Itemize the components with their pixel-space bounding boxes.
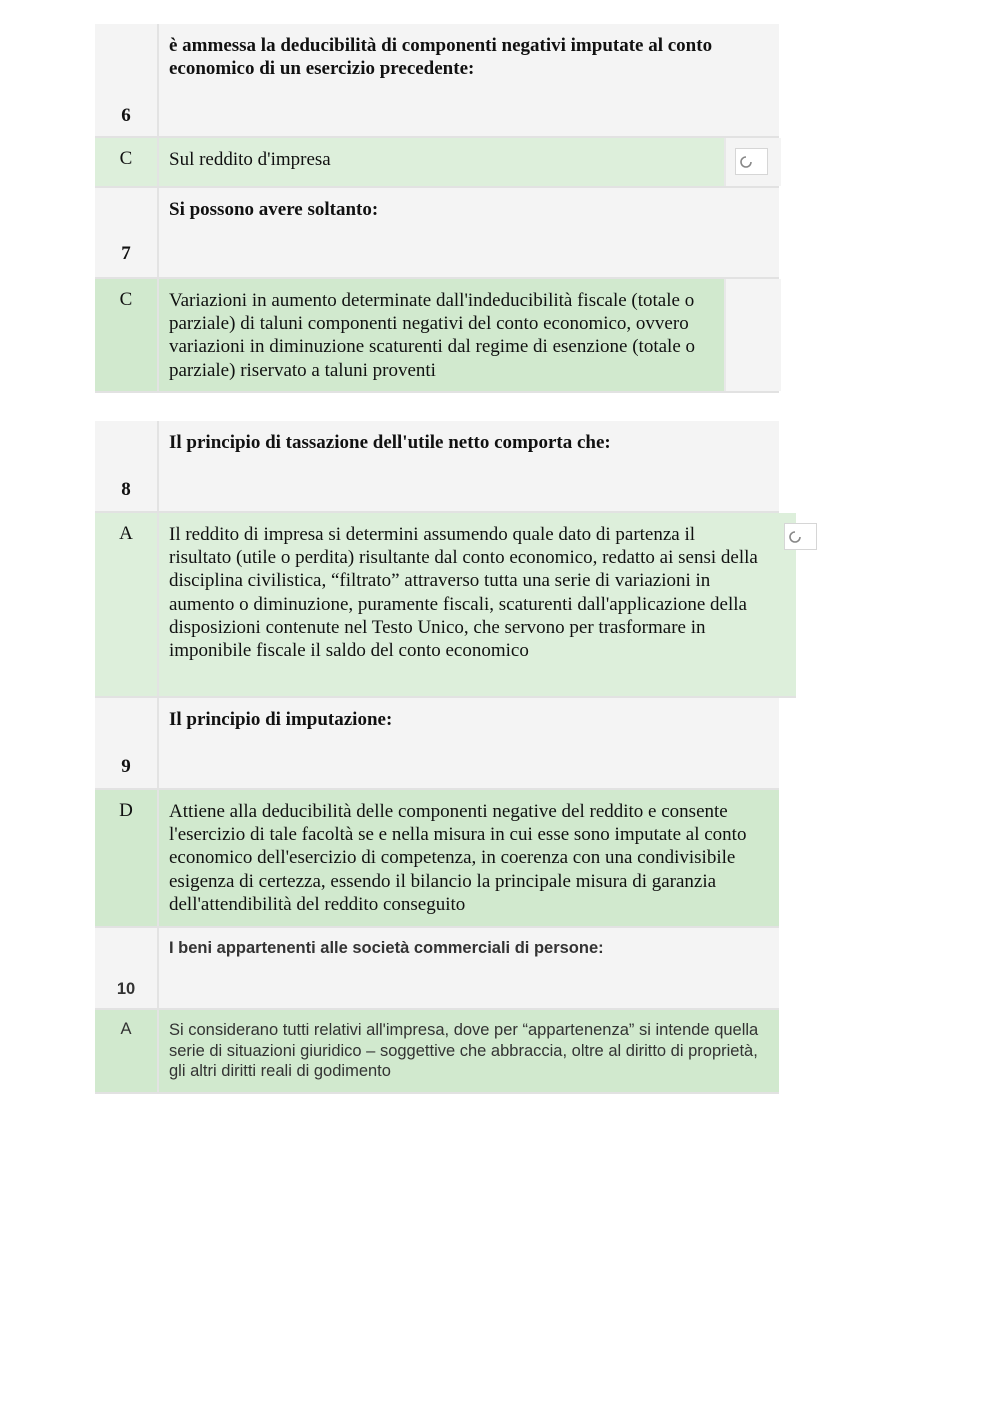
question-number-cell <box>95 421 159 511</box>
radio-loading-icon <box>788 530 802 544</box>
question-row-7 <box>95 188 779 279</box>
question-number-cell <box>95 24 159 136</box>
answer-text: Sul reddito d'impresa <box>169 149 331 170</box>
blank-cell <box>724 279 781 391</box>
question-text: Si possono avere soltanto: <box>169 199 379 220</box>
answer-row-8 <box>95 513 796 698</box>
answer-text: Il reddito di impresa si determini assumendo quale dato di partenza il risultato (utile o perdita) risultante dal conto economico, redatto ai sensi della disciplina civilistica, “filtrato” attraverso tutta una serie di variazioni in aumento o diminuzione, puramente fiscali, scaturenti dall'applicazione della disposizioni contenute nel Testo Unico, che servono per trasformare in imponibile fiscale il saldo del conto economico <box>169 524 758 662</box>
question-block-1 <box>95 24 779 393</box>
answer-row-7 <box>95 279 779 393</box>
question-number: 6 <box>121 105 131 126</box>
question-row-10 <box>95 928 779 1010</box>
radio-cell <box>724 138 781 186</box>
radio-loading-icon <box>739 155 753 169</box>
question-number: 9 <box>121 756 131 777</box>
answer-row-6 <box>95 138 779 188</box>
answer-letter: C <box>119 148 133 169</box>
answer-text: Si considerano tutti relativi all'impresa, dove per “appartenenza” si intende quella serie di situazioni giuridico – soggettive che abbraccia, oltre al diritto di proprietà, gli altri diritti reali di godimento <box>169 1021 759 1080</box>
answer-letter-cell <box>95 513 159 696</box>
answer-letter: C <box>119 289 133 310</box>
answer-radio-button[interactable] <box>735 148 768 175</box>
question-number-cell <box>95 698 159 788</box>
answer-text: Attiene alla deducibilità delle componenti negative del reddito e consente l'esercizio di tale facoltà se e nella misura in cui esse sono imputate al conto economico dell'esercizio di competenza, in coerenza con una condivisibile esigenza di certezza, essendo il bilancio la principale misura di garanzia dell'attendibilità del reddito conseguito <box>169 801 747 915</box>
question-number: 7 <box>121 243 131 264</box>
question-block-2 <box>95 421 779 1094</box>
answer-letter: D <box>119 800 133 821</box>
question-text: I beni appartenenti alle società commerciali di persone: <box>169 939 604 957</box>
answer-letter: A <box>120 1020 132 1038</box>
answer-letter-cell <box>95 138 159 186</box>
answer-row-9 <box>95 790 779 928</box>
answer-letter-cell <box>95 790 159 926</box>
answer-text: Variazioni in aumento determinate dall'indeducibilità fiscale (totale o parziale) di taluni componenti negativi del conto economico, ovvero variazioni in diminuzione scaturenti dal regime di esenzione (totale o parziale) riservato a taluni proventi <box>169 290 696 381</box>
question-number-cell <box>95 188 159 277</box>
question-text: è ammessa la deducibilità di componenti negativi imputate al conto economico di un esercizio precedente: <box>169 35 713 80</box>
answer-letter: A <box>119 523 133 544</box>
answer-row-10 <box>95 1010 779 1094</box>
question-text: Il principio di imputazione: <box>169 709 393 730</box>
question-number: 8 <box>121 479 131 500</box>
answer-radio-button[interactable] <box>784 523 817 550</box>
answer-letter-cell <box>95 1010 159 1092</box>
question-number-cell <box>95 928 159 1008</box>
question-text: Il principio di tassazione dell'utile netto comporta che: <box>169 432 611 453</box>
answer-letter-cell <box>95 279 159 391</box>
question-number: 10 <box>116 980 136 998</box>
question-row-6 <box>95 24 779 138</box>
question-row-9 <box>95 698 779 790</box>
question-row-8 <box>95 421 779 513</box>
